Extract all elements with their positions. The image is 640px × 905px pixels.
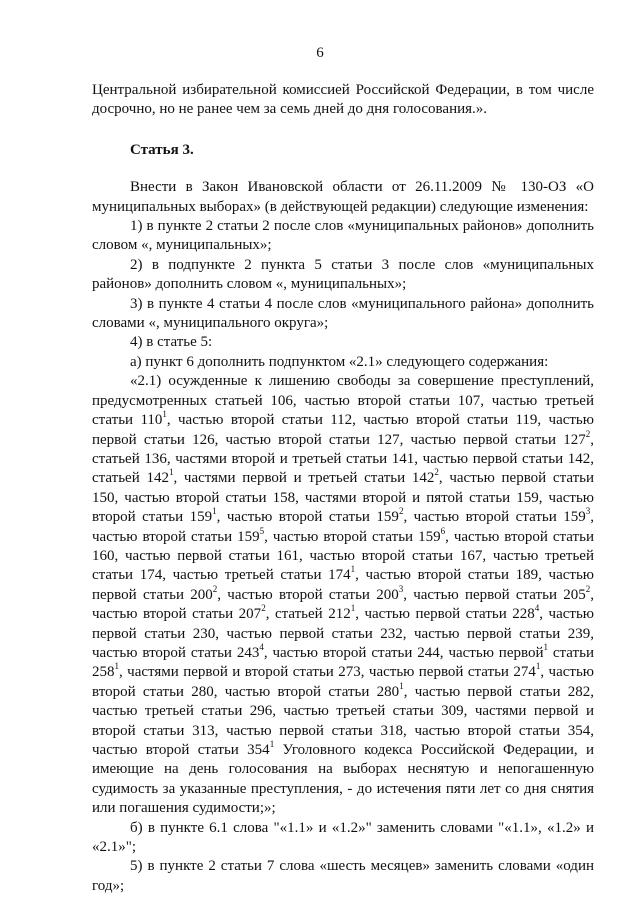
- page-number: 6: [316, 45, 324, 61]
- paragraph-item-3: 3) в пункте 4 статьи 4 после слов «муниципального района» дополнить словами «, муниципального округа»;: [92, 295, 594, 332]
- paragraph-amend-law: Внести в Закон Ивановской области от 26.11.2009 № 130-ОЗ «О муниципальных выборах» (в действующей редакции) следующие изменения:: [92, 179, 594, 215]
- document-body: [92, 81, 594, 896]
- intro-paragraph: Центральной избирательной комиссией Российской Федерации, в том числе досрочно, но не ранее чем за семь дней до дня голосования.».: [92, 82, 594, 118]
- paragraph-item-4a: а) пункт 6 дополнить подпунктом «2.1» следующего содержания:: [130, 353, 549, 370]
- paragraph-item-4: 4) в статье 5:: [130, 334, 213, 351]
- paragraph-item-1: 1) в пункте 2 статьи 2 после слов «муниципальных районов» дополнить словом «, муниципальных»;: [92, 218, 594, 254]
- paragraph-item-5: 5) в пункте 2 статьи 7 слова «шесть месяцев» заменить словами «один год»;: [92, 858, 594, 894]
- quoted-subpoint-2-1: «2.1) осужденные к лишению свободы за совершение преступлений, предусмотренных статьей 106, частью второй статьи 107, частью третьей статьи $110^1$, частью второй статьи 112, частью второй статьи 119, частью первой статьи 126, частью второй статьи 127, частью первой статьи $127^2$, статьей 136, частями второй и третьей статьи 141, частью первой статьи 142, статьей $142^1$, частями первой и третьей статьи $142^2$, частью первой статьи 150, частью второй статьи 158, частями второй и пятой статьи 159, частью второй статьи $159^1$, частью второй статьи $159^2$, частью второй статьи $159^3$, частью второй статьи $159^5$, частью второй статьи $159^6$, частью второй статьи 160, частью первой статьи 161, частью второй статьи 167, частью третьей статьи 174, частью третьей статьи $174^1$, частью второй статьи 189, частью первой статьи $200^2$, частью второй статьи $200^3$, частью первой статьи $205^2$, частью второй статьи $207^2$, статьей $212^1$, частью первой статьи $228^4$, частью первой статьи 230, частью первой статьи 232, частью первой статьи 239, частью второй статьи $243^4$, частью второй статьи 244, частью первой$^1$ статьи $258^1$, частями первой и второй статьи 273, частью первой статьи $274^1$, частью второй статьи 280, частью второй статьи $280^1$, частью первой статьи 282, частью третьей статьи 296, частью третьей статьи 309, частями первой и второй статьи 313, частью первой статьи 318, частью второй статьи 354, частью второй статьи $354^1$ Уголовного кодекса Российской Федерации, и имеющие на день голосования на выборах неснятую и непогашенную судимость за указанные преступления, - до истечения пяти лет со дня снятия или погашения судимости;»;: [92, 373, 595, 817]
- article-heading: Статья 3.: [130, 141, 194, 158]
- paragraph-item-4b: б) в пункте 6.1 слова "«1.1» и «1.2»" заменить словами "«1.1», «1.2» и «2.1»";: [92, 819, 594, 856]
- paragraph-item-2: 2) в подпункте 2 пункта 5 статьи 3 после слов «муниципальных районов» дополнить словом «, муниципальных»;: [92, 256, 594, 293]
